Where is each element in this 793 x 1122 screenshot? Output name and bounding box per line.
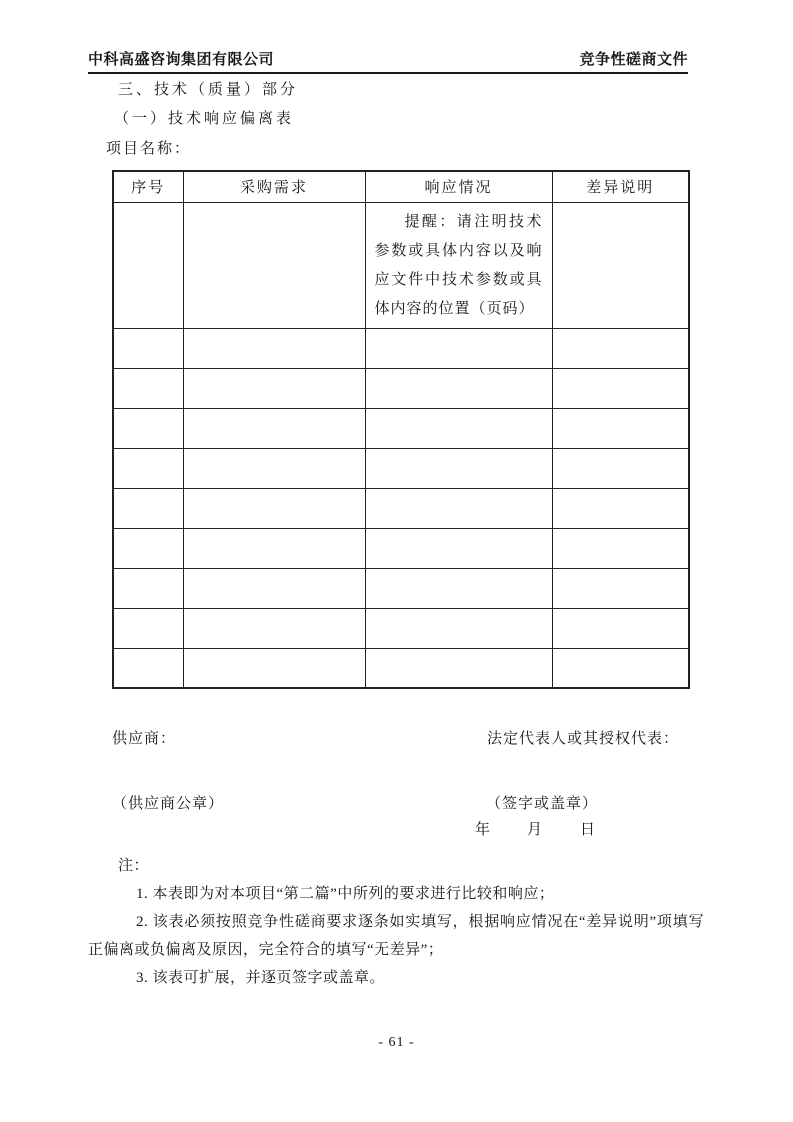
table-cell [113, 568, 183, 608]
day-label: 日 [580, 822, 596, 838]
table-row [113, 488, 689, 528]
table-cell [113, 608, 183, 648]
month-label: 月 [527, 822, 543, 838]
table-cell [552, 648, 689, 688]
doc-type-label: 竞争性磋商文件 [579, 52, 688, 68]
table-cell [113, 448, 183, 488]
table-cell [113, 328, 183, 368]
table-cell [552, 608, 689, 648]
table-cell [365, 408, 552, 448]
sub-heading: （一）技术响应偏离表 [114, 111, 295, 127]
table-cell [183, 408, 365, 448]
table-cell [552, 528, 689, 568]
header-cell-response: 响应情况 [365, 171, 552, 202]
table-cell [183, 608, 365, 648]
table-row [113, 328, 689, 368]
table-cell [183, 328, 365, 368]
table-cell [113, 202, 183, 328]
page-header [88, 48, 688, 74]
note-item-2: 2. 该表必须按照竞争性磋商要求逐条如实填写，根据响应情况在“差异说明”项填写正偏离或负偏离及原因，完全符合的填写“无差异”； [88, 914, 704, 958]
table-row [113, 368, 689, 408]
header-cell-deviation: 差异说明 [552, 171, 689, 202]
table-cell [365, 568, 552, 608]
table-cell [365, 528, 552, 568]
table-cell [365, 488, 552, 528]
table-cell [552, 328, 689, 368]
table-row [113, 528, 689, 568]
table-cell [183, 368, 365, 408]
table-row [113, 568, 689, 608]
table-cell [113, 408, 183, 448]
table-cell [183, 568, 365, 608]
reminder-text: 提醒：请注明技术参数或具体内容以及响应文件中技术参数或具体内容的位置（页码） [374, 213, 543, 317]
date-line [475, 818, 595, 839]
table-row [113, 202, 689, 328]
table-cell [552, 368, 689, 408]
part-heading: 三、技术（质量）部分 [118, 82, 299, 98]
table-cell [552, 488, 689, 528]
deviation-table [112, 170, 690, 689]
table-cell [113, 528, 183, 568]
table-row [113, 648, 689, 688]
note-item-1: 1. 本表即为对本项目“第二篇”中所列的要求进行比较和响应； [136, 886, 555, 902]
table-cell [113, 648, 183, 688]
table-cell [365, 608, 552, 648]
table-cell [365, 368, 552, 408]
company-name: 中科高盛咨询集团有限公司 [88, 52, 275, 68]
table-header-row [113, 171, 689, 202]
supplier-seal-label: （供应商公章） [112, 796, 225, 812]
table-cell [552, 408, 689, 448]
table-cell [365, 648, 552, 688]
reminder-cell [365, 202, 552, 328]
table-cell [183, 528, 365, 568]
notes-title: 注： [118, 858, 150, 874]
table-cell [183, 202, 365, 328]
table-cell [365, 328, 552, 368]
notes-section [88, 852, 704, 992]
table-cell [113, 368, 183, 408]
table-cell [552, 568, 689, 608]
header-cell-seq: 序号 [113, 171, 183, 202]
table-cell [183, 648, 365, 688]
supplier-label: 供应商： [112, 731, 177, 747]
header-cell-requirement: 采购需求 [183, 171, 365, 202]
table-cell [552, 202, 689, 328]
table-row [113, 408, 689, 448]
sign-or-seal-label: （签字或盖章） [486, 796, 599, 812]
table-row [113, 608, 689, 648]
year-label: 年 [475, 822, 491, 838]
legal-rep-label: 法定代表人或其授权代表： [487, 731, 680, 747]
table-cell [113, 488, 183, 528]
table-cell [183, 448, 365, 488]
note-item-3: 3. 该表可扩展，并逐页签字或盖章。 [136, 970, 386, 986]
table-cell [365, 448, 552, 488]
project-name-label: 项目名称： [106, 141, 192, 157]
table-cell [183, 488, 365, 528]
table-cell [552, 448, 689, 488]
page-number: - 61 - [378, 1035, 415, 1050]
table-row [113, 448, 689, 488]
